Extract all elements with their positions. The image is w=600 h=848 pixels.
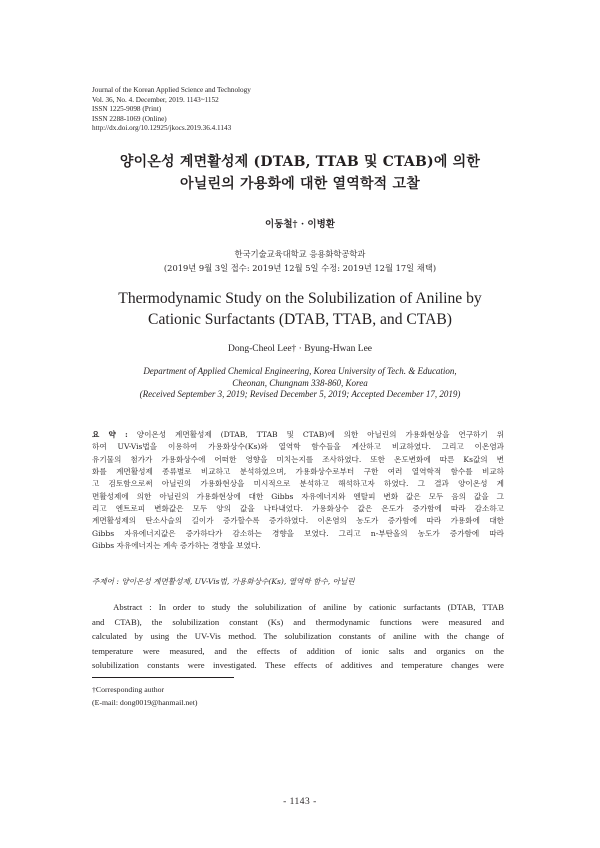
page-number: - 1143 - bbox=[283, 797, 317, 807]
korean-dates-line: (2019년 9월 3일 접수: 2019년 12월 5일 수정: 2019년 12월 17일 채택) bbox=[163, 263, 437, 273]
abstract-line: 계면활성제의 탄소사슬의 길이가 증가할수록 증가하였다. 이온염의 농도가 증가함에 따라 가용화에 대한 bbox=[92, 516, 504, 526]
korean-abstract-label: 요 약 : bbox=[92, 430, 128, 439]
abstract-line: Gibbs 자유에너지값은 증가하다가 감소하는 경향을 보였다. 그리고 n-부탄올의 농도가 증가함에 따라 bbox=[92, 528, 504, 538]
korean-abstract bbox=[92, 429, 504, 552]
author-email: (E-mail: dong0019@hanmail.net) bbox=[92, 698, 198, 707]
abstract-line: and CTAB), the solubilization constant (Ks) and thermodynamic functions were measured and bbox=[92, 616, 504, 627]
footnote bbox=[92, 683, 197, 709]
abstract-line: 고 검토함으로써 아닐린의 가용화현상을 미시적으로 분석하고 해석하고자 하였다. 그 결과 양이온성 계 bbox=[92, 479, 504, 489]
english-dates-line: (Received September 3, 2019; Revised December 5, 2019; Accepted December 17, 2019) bbox=[139, 389, 461, 399]
english-affiliation-line: Department of Applied Chemical Engineering, Korea University of Tech. & Education, bbox=[143, 366, 457, 376]
abstract-line: 화를 계면활성제 종류별로 비교하고 분석하였으며, 가용화상수로부터 구한 여러 열역학적 함수를 비교하 bbox=[92, 467, 504, 477]
abstract-line: 리고 엔트로피 변화값은 모두 양의 값을 나타내었다. 가용화상수 값은 온도가 증가함에 따라 감소하고 bbox=[92, 504, 504, 514]
journal-issn-online: ISSN 2288-1069 (Online) bbox=[92, 114, 167, 123]
korean-authors: 이동철† · 이병환 bbox=[265, 219, 335, 230]
abstract-line: 하여 UV-Vis법을 이용하여 가용화상수(Ks)와 열역학 함수들을 계산하고 비교하였다. 그리고 이온염과 bbox=[92, 442, 504, 452]
journal-name: Journal of the Korean Applied Science and Technology bbox=[92, 86, 251, 94]
korean-affiliation bbox=[0, 247, 600, 275]
english-title bbox=[0, 288, 600, 330]
abstract-line: Gibbs 자유에너지는 계속 증가하는 경향을 보였다. bbox=[92, 541, 261, 551]
abstract-line: Abstract : In order to study the solubilization of aniline by cationic surfactants (DTAB, TTAB bbox=[113, 602, 504, 612]
english-affiliation-line: Cheonan, Chungnam 338-860, Korea bbox=[232, 377, 368, 388]
english-affiliation bbox=[0, 366, 600, 401]
english-authors: Dong-Cheol Lee† · Byung-Hwan Lee bbox=[227, 344, 373, 354]
journal-issn-print: ISSN 1225-9098 (Print) bbox=[92, 105, 162, 114]
abstract-line: solubilization constants were investigated. These effects of additives and temperature changes were bbox=[92, 660, 504, 671]
abstract-line: temperature were measured, and the effects of addition of ionic salts and organics on the bbox=[92, 645, 504, 656]
journal-volume: Vol. 36, No. 4. December, 2019. 1143~1152 bbox=[92, 95, 219, 104]
korean-affiliation-line: 한국기술교육대학교 응용화학공학과 bbox=[234, 249, 366, 259]
english-abstract-label: Abstract : bbox=[113, 602, 152, 612]
korean-title-line: 양이온성 계면활성제 (DTAB, TTAB 및 CTAB)에 의한 bbox=[119, 154, 481, 170]
korean-keywords: 주제어 : 양이온성 계면활성제, UV-Vis법, 가용화상수(Ks), 열역학 함수, 아닐린 bbox=[92, 577, 355, 586]
english-title-line: Cationic Surfactants (DTAB, TTAB, and CTAB) bbox=[148, 311, 452, 328]
abstract-line: 유기물의 첨가가 가용화상수에 어떠한 영향을 미치는지를 조사하였다. 또한 온도변화에 따른 Ks값의 변 bbox=[92, 454, 504, 464]
corresponding-author-note: †Corresponding author bbox=[92, 685, 165, 694]
abstract-line: 면활성제에 의한 아닐린의 가용화현상에 대한 Gibbs 자유에너지와 엔탈피 변화 값은 모두 음의 값을 그 bbox=[92, 491, 504, 501]
footnote-divider bbox=[92, 677, 234, 678]
journal-doi-link[interactable]: http://dx.doi.org/10.12925/jkocs.2019.36.4.1143 bbox=[92, 124, 232, 133]
korean-title-line: 아닐린의 가용화에 대한 열역학적 고찰 bbox=[180, 176, 420, 192]
abstract-line: 요 약 : 양이온성 계면활성제 (DTAB, TTAB 및 CTAB)에 의한 아닐린의 가용화현상을 연구하기 위 bbox=[92, 430, 504, 439]
journal-header bbox=[92, 86, 251, 134]
korean-title bbox=[0, 151, 600, 195]
abstract-line: calculated by using the UV-Vis method. The solubilization constants of aniline with the change of bbox=[92, 631, 504, 642]
english-abstract bbox=[92, 600, 504, 673]
english-title-line: Thermodynamic Study on the Solubilization of Aniline by bbox=[118, 290, 482, 307]
